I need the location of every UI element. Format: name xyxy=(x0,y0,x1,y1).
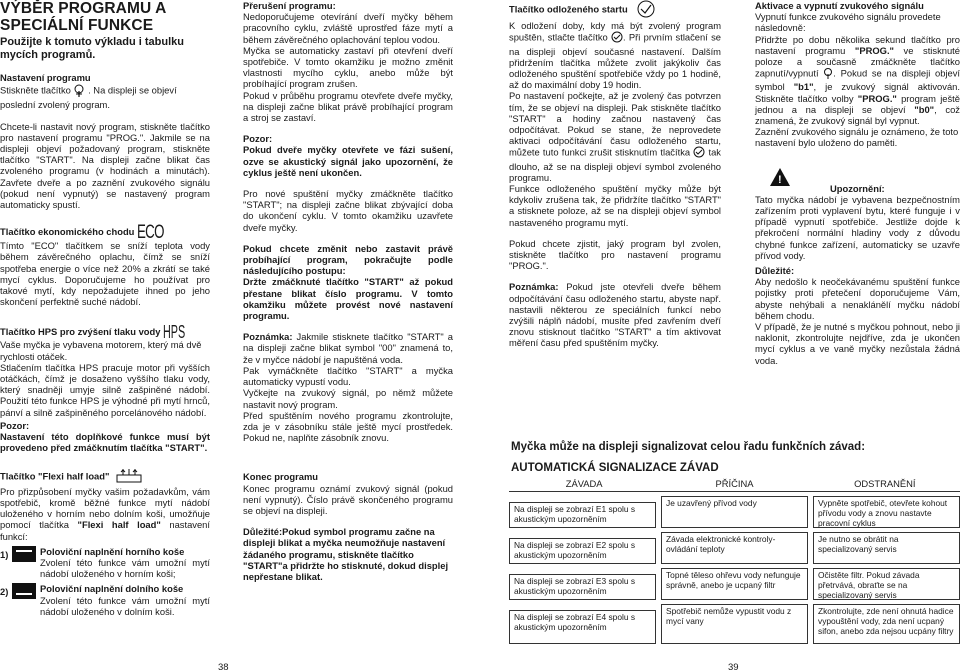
half-load-body-c: nastavení funkcí: xyxy=(0,519,211,542)
attention-body: Pokud dveře myčky otevřete ve fázi sušení, ozve se akustický signál jako upozornění, že cyklus ještě není ukončen. xyxy=(243,144,453,178)
table-row xyxy=(509,532,960,564)
option-1-number: 1) xyxy=(0,548,9,560)
lower-basket-icon xyxy=(12,583,36,599)
sound-text-b: Přidržte po dobu několika sekund tlačítko pro nastavení programu xyxy=(755,33,960,56)
restart-para: Pro nové spuštění myčky zmáčkněte tlačítko "START"; na displeji začne blikat zbývající doba do ukončení cyklu. V tomto okamžiku uzavřete dveře myčky. xyxy=(243,188,453,233)
power-icon xyxy=(823,67,833,81)
hold-start-para: Držte zmáčknuté tlačítko "START" až pokud přestane blikat číslo programu. V tomto okamžiku můžete provést nové nastavení programu. xyxy=(243,276,453,322)
delay-heading xyxy=(509,0,721,20)
sound-para-1a: Vypnutí funkce zvukového signálu provedete následovně: xyxy=(755,11,941,34)
delay-cancel-icon xyxy=(693,146,705,160)
option-2-body: Zvolení této funkce vám umožní mytí nádobí uloženého v dolním koši. xyxy=(40,594,210,617)
hps-body-2: Stlačením tlačítka HPS pracuje motor při vyšších otáčkách, čímž je dosaženo vyššího tlaku vody, který snadněji umyje silně zašpiněné nádobí. Použití této funkce HPS je výhodné při mytí hrnců, pánví a silně zašpiněného porcelánového nádobí. xyxy=(0,361,210,418)
remedy-cell: Zkontrolujte, zde není ohnutá hadice vypouštění vody, zda není ucpaný sifon, anebo zda nejsou ucpány filtry xyxy=(813,604,960,644)
delay-note-label: Poznámka: xyxy=(509,281,559,293)
table-row xyxy=(509,496,960,528)
upper-basket-icon xyxy=(12,546,36,562)
fault-subhead: AUTOMATICKÁ SIGNALIZACE ZÁVAD xyxy=(511,462,719,474)
important-body-2: V případě, že je nutné s myčkou pohnout, nebo ji naklonit, zkontrolujte nejdříve, zda je ukončen mycí cyklus a ve vaně myčky nezůstala žádná voda. xyxy=(755,321,960,366)
sound-text-d: ve stisknuté poloze a současně zmáčkněte tlačítko zapnutí/vypnutí xyxy=(755,44,960,79)
half-load-body-b: "Flexi half load" xyxy=(77,519,161,531)
delay-para-3: Funkce odloženého spuštění myčky může být kdykoliv zrušena tak, že přidržíte tlačítko "START" a stisknete poloze, až se na displeji objeví symbol nastaveného programu mytí. xyxy=(509,183,721,228)
eco-heading xyxy=(0,222,210,244)
power-button-icon xyxy=(73,83,85,99)
remedy-cell: Očistěte filtr. Pokud závada přetrvává, obraťte se na specializovaný servis xyxy=(813,568,960,600)
cause-cell: Závada elektronické kontroly-ovládání teploty xyxy=(661,532,808,564)
note-para xyxy=(243,331,453,365)
half-load-body-a: Pro přizpůsobení myčky vašim požadavkům, vám spotřebič, kromě běžné funkce mytí nádobí uloženého v horním nebo dolním koši, umožňuje pomocí tlačítka xyxy=(0,485,210,531)
column-2 xyxy=(243,0,453,582)
hps-icon: HPS xyxy=(163,322,186,343)
table-row xyxy=(509,604,960,644)
important-body: Aby nedošlo k neočekávanému spuštění funkce pojistky proti přetečení doporučujeme Vám, abyste nehýbali a nenaklánělí myčku nádobí během chodu. xyxy=(755,276,960,321)
eco-body: Tímto "ECO" tlačítkem se sníží teplota vody během závěrečného oplachu, čímž se sníží spotřeba energie o více než 20% a zkrátí se také mycí cyklus. Doporučujeme ho používat pro takové mytí, kdy nepožadujete ihned po jeho skončení perfektně suché nádobí. xyxy=(0,240,210,308)
remedy-cell: Vypněte spotřebič, otevřete kohout přívodu vody a znovu nastavte pracovní cyklus xyxy=(813,496,960,528)
interrupt-para-1: Nedoporučujeme otevírání dveří myčky během pracovního cyklu, zvláště uprostřed fáze mytí a během závěrečného oplachování teplou vodou. xyxy=(243,11,453,45)
sound-heading: Aktivace a vypnutí zvukového signálu xyxy=(755,0,924,11)
note-label: Poznámka: xyxy=(243,331,293,343)
sound-para-1 xyxy=(755,34,960,127)
option-upper-basket xyxy=(0,546,210,580)
page-number-left: 38 xyxy=(218,662,229,672)
fault-cell: Na displeji se zobrazí E2 spolu s akustickým upozorněním xyxy=(509,538,656,564)
option-lower-basket xyxy=(0,583,210,617)
col-header-cause: PŘÍČINA xyxy=(715,478,754,489)
sound-b1: "b1" xyxy=(793,81,814,93)
delay-start-icon xyxy=(636,0,656,20)
eco-heading-text: Tlačítko ekonomického chodu xyxy=(0,226,135,238)
interrupt-heading: Přerušení programu: xyxy=(243,0,336,11)
delay-button-icon xyxy=(611,31,623,45)
hps-heading xyxy=(0,322,210,343)
page-number-right: 39 xyxy=(728,662,739,672)
option-2-number: 2) xyxy=(0,586,9,598)
fault-cell: Na displeji se zobrazí E3 spolu s akustickým upozorněním xyxy=(509,574,656,600)
change-para: Pokud chcete změnit nebo zastavit právě probíhající program, pokračujte podle následujícího postupu: xyxy=(243,242,453,277)
delay-para-2 xyxy=(509,90,721,183)
delay-para-2b: tak dlouho, až se na displeji objeví symbol zvoleného programu. xyxy=(509,147,721,183)
delay-heading-text: Tlačítko odloženého startu xyxy=(509,3,628,15)
page-title: VÝBĚR PROGRAMU A SPECIÁLNÍ FUNKCE xyxy=(0,0,166,34)
col-header-remedy: ODSTRANĚNÍ xyxy=(854,478,916,489)
detergent-para: Před spuštěním nového programu zkontrolujte, zda je v zásobníku stále ještě mycí prostředek. Pokud ne, naplňte zásobník znovu. xyxy=(243,409,453,444)
setting-para-2: Chcete-li nastavit nový program, stiskněte tlačítko pro nastavení programu "PROG.". Jakmile se na displeji objeví požadovaný program, stiskněte tlačítko "START". Na displeji začne blikat čas zvoleného programu (v hodinách a minutách). Zavřete dveře a po zaznění zvukového signálu (pokud není vypnutý) se nastavený program automaticky spustí. xyxy=(0,120,210,211)
hps-heading-text: Tlačítko HPS pro zvýšení tlaku vody xyxy=(0,326,161,338)
delay-para-1a: K odložení doby, kdy má být zvolený program spuštěn, stlačte tlačítko xyxy=(509,20,721,43)
cause-cell: Topné těleso ohřevu vody nefunguje správně, anebo je ucpaný filtr xyxy=(661,568,808,600)
page-subtitle: Použijte k tomuto výkladu i tabulku mycích programů. xyxy=(0,36,184,61)
interrupt-para-2: Myčka se automaticky zastaví při otevření dveří spotřebiče. V tomto okamžiku je možno změnit vlastnosti mycího cyklu, anebo může být probíhající program zrušen. xyxy=(243,44,453,90)
delay-note xyxy=(509,281,721,348)
setting-para-1 xyxy=(0,83,210,110)
fault-headline: Myčka může na displeji signalizovat celou řadu funkčních závad: xyxy=(511,441,866,453)
warning-heading: Upozornění: xyxy=(830,182,885,194)
setting-heading: Nastavení programu xyxy=(0,72,91,83)
delay-para-4: Pokud chcete zjistit, jaký program byl zvolen, stiskněte tlačítko pro nastavení programu "PROG.". xyxy=(509,237,721,272)
hps-note: Nastavení této doplňkové funkce musí být provedeno před zmáčknutím tlačítka "START". xyxy=(0,431,210,454)
important-note: Důležité:Pokud symbol programu začne na displeji blikat a myčka neumožňuje nastavení žádaného programu, stiskněte tlačítko "START"a přidržte ho stisknuté, dokud displej nepřestane blikat. xyxy=(243,526,449,582)
sound-prog-2: "PROG." xyxy=(857,92,897,104)
column-4 xyxy=(755,0,960,366)
setting-text-a: Stiskněte tlačítko xyxy=(0,84,71,96)
important-heading: Důležité: xyxy=(755,265,795,277)
column-3 xyxy=(509,0,721,349)
sound-prog-label: "PROG." xyxy=(854,44,894,56)
eco-icon: ECO xyxy=(137,222,164,244)
option-1-body: Zvolení této funkce vám umožní mytí nádobí uloženého v horním koši; xyxy=(40,556,210,580)
sound-b0: "b0" xyxy=(914,103,935,115)
end-program-heading: Konec programu xyxy=(243,471,319,483)
fault-table xyxy=(509,441,960,648)
delay-para-1b: . Při prvním stlačení se na displeji objeví současné nastavení. Dalším přidržením tlačítka můžete zvolit jakýkoliv čas odloženého spuštění spotřebiče vždy po 1 hodině, až do maximální doby 19 hodin. xyxy=(509,32,721,91)
warning-block xyxy=(755,175,960,366)
fault-table-header xyxy=(509,478,960,492)
column-1 xyxy=(0,0,210,617)
cause-cell: Spotřebič nemůže vypustit vodu z mycí vany xyxy=(661,604,808,644)
delay-note-text: Pokud jste otevřeli dveře během odpočítávání času odloženého startu, abyste např. nastavili některou ze speciálních funkcí nebo zvýšili náplň nádobí, musíte před zavřením dveří znovu stisknout tlačítko "START" a tím aktivovat měření času před spuštěním myčky. xyxy=(509,281,721,349)
warning-body: Tato myčka nádobí je vybavena bezpečnostním zařízením proti vyplavení bytu, které funguje i v případě vypnutí spotřebiče. Jestliže dojde k překročení normální hladiny vody z důvodu chybné funkce zařízení, automaticky se uzavře přívod vody. xyxy=(755,193,960,261)
wait-signal-para: Vyčkejte na zvukový signál, po němž můžete nastavit nový program. xyxy=(243,387,453,410)
half-load-heading-text: Tlačítko "Flexi half load" xyxy=(0,471,110,483)
col-header-fault: ZÁVADA xyxy=(565,478,603,489)
cause-cell: Je uzavřený přívod vody xyxy=(661,496,808,528)
interrupt-para-3: Pokud v průběhu programu otevřete dveře myčky, na displeji začne blikat právě probíhající program a stroj se zastaví. xyxy=(243,89,453,124)
sound-text-h: , což znamená, že zvukový signál byl vypnut. xyxy=(755,103,960,127)
sound-text-g: program ještě jednou a na displeji se objeví xyxy=(755,92,960,115)
attention-heading: Pozor: xyxy=(243,133,273,145)
delay-para-1 xyxy=(509,20,721,90)
sound-text-f: , je zvukový signál aktivován. Stiskněte tlačítko volby xyxy=(755,81,960,104)
fault-cell: Na displeji se zobrazí E1 spolu s akustickým upozorněním xyxy=(509,502,656,528)
sound-text-e: . Pokud se na displeji objeví symbol xyxy=(755,67,960,93)
option-1-heading: Poloviční naplnění horního koše xyxy=(40,545,185,557)
half-load-body xyxy=(0,486,210,542)
remedy-cell: Je nutno se obrátit na specializovaný servis xyxy=(813,532,960,564)
hps-note-heading: Pozor: xyxy=(0,419,30,431)
end-program-body: Konec programu oznámí zvukový signál (pokud není vypnutý). Číslo právě skončeného programu se objeví na displeji. xyxy=(243,482,453,516)
delay-para-2a: Po nastavení počkejte, až je zvolený čas potvrzen tím, že se objeví na displeji. Pak stiskněte tlačítko "START" a hodiny začnou nastavený čas odpočítávat. Pokud se stane, že neprovedete aktivaci odpočítávání času odloženého startu, můžete tuto funkci zrušit stisknutím tlačítka xyxy=(509,90,721,159)
svg-text:!: ! xyxy=(778,173,782,186)
note-text: Jakmile stisknete tlačítko "START" a na displeji začne blikat symbol "00" znamená to, že v myčce nádobí je napuštěná voda. xyxy=(243,331,453,365)
sound-para-2: Zaznění zvukového signálu je oznámeno, že toto nastavení bylo uloženo do paměti. xyxy=(755,126,959,149)
half-load-icon xyxy=(116,469,142,485)
hps-body-1: Vaše myčka je vybavena motorem, který má dvě rychlosti otáček. xyxy=(0,339,202,362)
half-load-heading xyxy=(0,469,210,485)
setting-text-b: . Na displeji se objeví poslední zvolený program. xyxy=(0,84,177,111)
warning-icon xyxy=(769,167,791,189)
option-2-heading: Poloviční naplnění dolního koše xyxy=(40,583,184,595)
drain-para: Pak vymáčkněte tlačítko "START" a myčka automaticky vypustí vodu. xyxy=(243,364,453,388)
fault-cell: Na displeji se zobrazí E4 spolu s akustickým upozorněním xyxy=(509,610,656,644)
table-row xyxy=(509,568,960,600)
